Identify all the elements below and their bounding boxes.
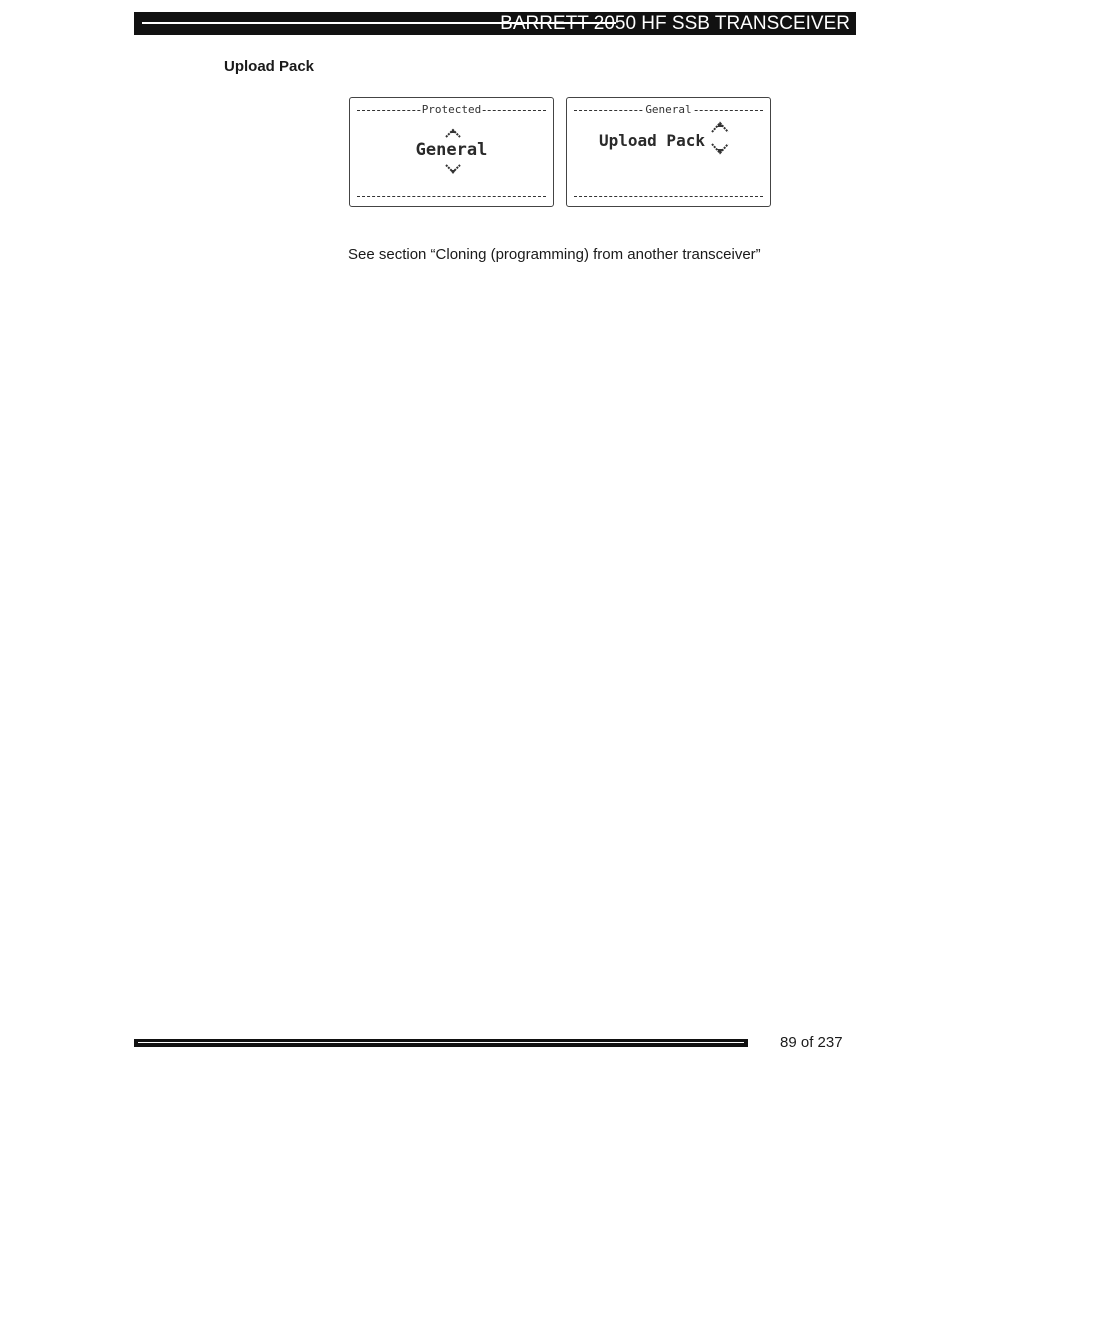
- down-arrow-icon: [445, 164, 461, 175]
- lcd-selected-item: Upload Pack: [599, 131, 705, 150]
- down-arrow-icon: [711, 143, 729, 155]
- up-arrow-icon: [711, 121, 729, 133]
- lcd-menu-label: Protected: [421, 103, 482, 116]
- lcd-bottom-border: [574, 196, 763, 197]
- section-heading: Upload Pack: [224, 58, 315, 75]
- lcd-screen-general: [566, 97, 771, 207]
- page-number: 89 of 237: [780, 1034, 843, 1051]
- footer-rule: [134, 1039, 748, 1047]
- lcd-selected-item: General: [415, 140, 488, 160]
- document-title: BARRETT 2050 HF SSB TRANSCEIVER: [500, 13, 850, 34]
- lcd-screen-protected: [349, 97, 554, 207]
- header-banner: [134, 12, 856, 35]
- cross-reference-text: See section “Cloning (programming) from another transceiver”: [348, 246, 761, 263]
- lcd-menu-label: General: [645, 103, 692, 116]
- up-arrow-icon: [445, 128, 461, 138]
- lcd-bottom-border: [357, 196, 546, 197]
